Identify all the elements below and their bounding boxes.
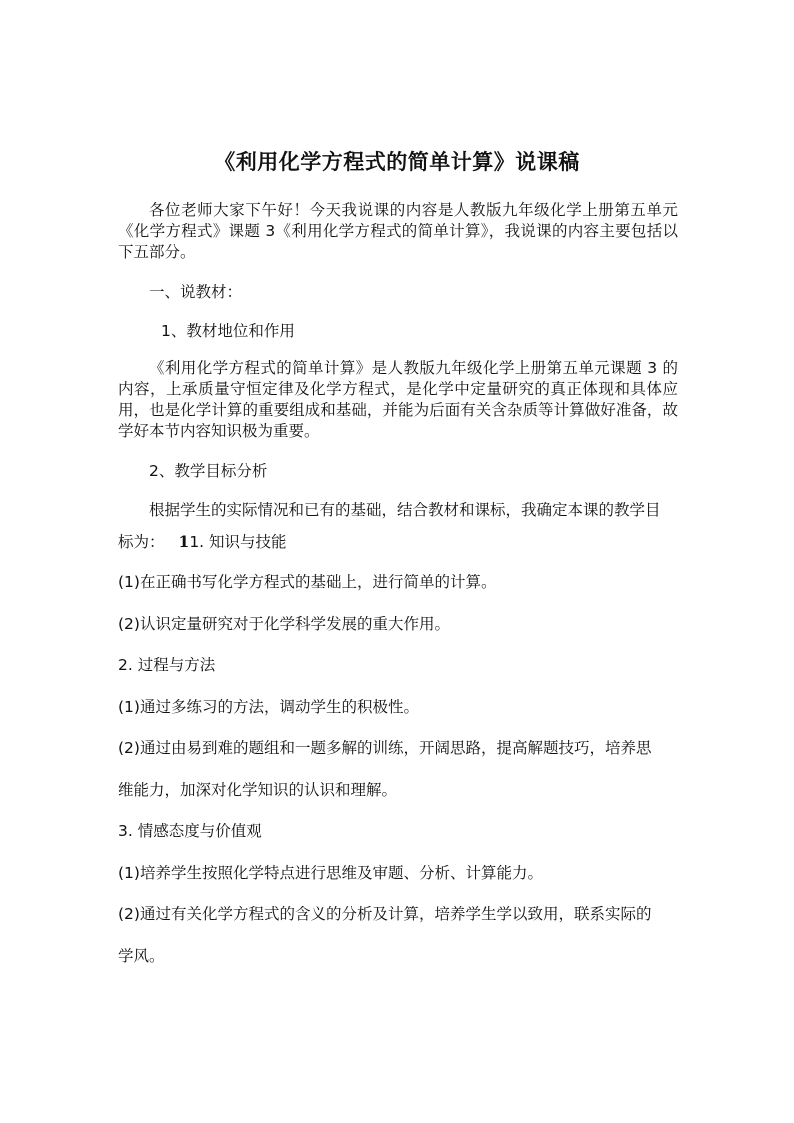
position-paragraph: 《利用化学方程式的简单计算》是人教版九年级化学上册第五单元课题 3 的内容，上承质量守恒定律及化学方程式，是化学中定量研究的真正体现和具体应用，也是化学计算的重要组成和基础，并能为后面有关含杂质等计算做好准备，故学好本节内容知识极为重要。 [118,359,678,440]
document-title: 《利用化学方程式的简单计算》说课稿 [214,150,580,174]
subsection-heading-goals: 2、教学目标分析 [149,462,268,480]
goal3-item2-line2: 学风。 [118,947,165,965]
section-heading-textbook: 一、说教材： [149,283,243,301]
goal2-item2-line1: (2)通过由易到难的题组和一题多解的训练，开阔思路，提高解题技巧，培养思 [118,739,652,757]
goal-heading-knowledge: 1. 知识与技能 [189,533,287,551]
goals-intro-line2 [118,531,287,553]
goal1-item1: (1)在正确书写化学方程式的基础上，进行简单的计算。 [118,573,497,591]
goal1-item2: (2)认识定量研究对于化学科学发展的重大作用。 [118,615,450,633]
goal2-item1: (1)通过多练习的方法，调动学生的积极性。 [118,698,419,716]
goal-heading-attitude: 3. 情感态度与价值观 [118,822,262,840]
goal3-item2-line1: (2)通过有关化学方程式的含义的分析及计算，培养学生学以致用，联系实际的 [118,905,652,923]
intro-paragraph: 各位老师大家下午好！今天我说课的内容是人教版九年级化学上册第五单元《化学方程式》课题 3《利用化学方程式的简单计算》，我说课的内容主要包括以下五部分。 [118,201,678,261]
subsection-heading-position: 1、教材地位和作用 [161,322,295,340]
goals-intro-number: 1 [178,532,190,551]
goals-intro-prefix: 标为： [118,533,165,551]
goal3-item1: (1)培养学生按照化学特点进行思维及审题、分析、计算能力。 [118,864,543,882]
goal2-item2-line2: 维能力，加深对化学知识的认识和理解。 [118,781,398,799]
goal-heading-process: 2. 过程与方法 [118,656,216,674]
goals-intro-line1: 根据学生的实际情况和已有的基础，结合教材和课标，我确定本课的教学目 [149,501,661,519]
